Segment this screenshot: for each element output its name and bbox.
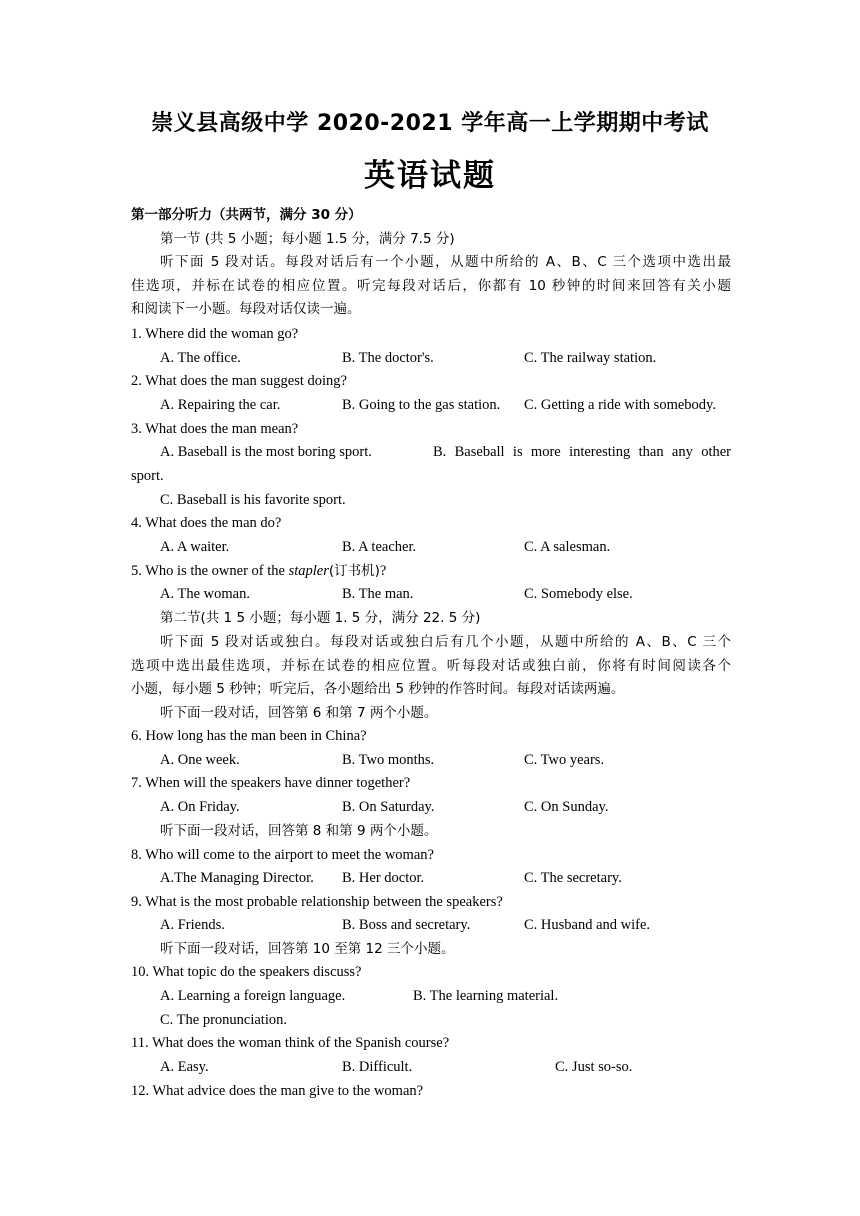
question-1: 1. Where did the woman go?: [131, 326, 299, 342]
q3-option-b: B. Baseball is more interesting than any other: [433, 444, 731, 460]
q3-option-c: C. Baseball is his favorite sport.: [160, 492, 346, 508]
q5-stem-italic: stapler: [288, 563, 329, 579]
q11-option-c: C. Just so-so.: [555, 1059, 633, 1075]
q8-option-b: B. Her doctor.: [342, 870, 425, 886]
q7-option-c: C. On Sunday.: [524, 799, 609, 815]
q1-option-b: B. The doctor's.: [342, 350, 434, 366]
question-3: 3. What does the man mean?: [131, 421, 299, 437]
q7-option-a: A. On Friday.: [160, 799, 240, 815]
q2-option-c: C. Getting a ride with somebody.: [524, 397, 716, 413]
q4-option-c: C. A salesman.: [524, 539, 611, 555]
q4-option-b: B. A teacher.: [342, 539, 417, 555]
dialog-8-9-instruction: 听下面一段对话，回答第 8 和第 9 两个小题。: [160, 823, 438, 839]
q9-option-a: A. Friends.: [160, 917, 225, 933]
question-8: 8. Who will come to the airport to meet the woman?: [131, 847, 434, 863]
q4-option-a: A. A waiter.: [160, 539, 230, 555]
question-6: 6. How long has the man been in China?: [131, 728, 367, 744]
section2-heading: 第二节(共 1 5 小题；每小题 1. 5 分，满分 22. 5 分): [160, 610, 481, 626]
q5-option-c: C. Somebody else.: [524, 586, 633, 602]
q10-option-b: B. The learning material.: [413, 988, 559, 1004]
q11-option-a: A. Easy.: [160, 1059, 209, 1075]
q8-option-c: C. The secretary.: [524, 870, 622, 886]
q5-option-b: B. The man.: [342, 586, 414, 602]
exam-title: 崇义县高级中学 2020-2021 学年高一上学期期中考试: [151, 111, 709, 136]
question-10: 10. What topic do the speakers discuss?: [131, 964, 362, 980]
q5-stem-chinese: (订书机): [328, 563, 380, 579]
question-12: 12. What advice does the man give to the woman?: [131, 1083, 424, 1099]
q10-option-c: C. The pronunciation.: [160, 1012, 287, 1028]
instructions1-line3: 和阅读下一小题。每段对话仅读一遍。: [131, 301, 361, 317]
q11-option-b: B. Difficult.: [342, 1059, 413, 1075]
question-9: 9. What is the most probable relationship between the speakers?: [131, 894, 503, 910]
q6-option-b: B. Two months.: [342, 752, 435, 768]
instructions2-line3: 小题，每小题 5 秒钟；听完后，各小题给出 5 秒钟的作答时间。每段对话读两遍。: [131, 681, 625, 697]
q9-option-c: C. Husband and wife.: [524, 917, 651, 933]
instructions1-line1: 听下面 5 段对话。每段对话后有一个小题，从题中所给的 A、B、C 三个选项中选出最: [160, 254, 731, 270]
q5-stem-prefix: 5. Who is the owner of the: [131, 563, 289, 579]
q5-stem-suffix: ?: [379, 563, 387, 579]
q7-option-b: B. On Saturday.: [342, 799, 435, 815]
q6-option-a: A. One week.: [160, 752, 240, 768]
q6-option-c: C. Two years.: [524, 752, 605, 768]
q9-option-b: B. Boss and secretary.: [342, 917, 471, 933]
section1-heading: 第一节 (共 5 小题；每小题 1.5 分，满分 7.5 分): [160, 231, 455, 247]
dialog-6-7-instruction: 听下面一段对话，回答第 6 和第 7 两个小题。: [160, 705, 438, 721]
question-11: 11. What does the woman think of the Spanish course?: [131, 1035, 450, 1051]
instructions2-line1: 听下面 5 段对话或独白。每段对话或独白后有几个小题，从题中所给的 A、B、C 三个: [160, 634, 731, 650]
part1-heading: 第一部分听力（共两节，满分 30 分）: [131, 207, 362, 223]
q1-option-a: A. The office.: [160, 350, 241, 366]
q2-option-a: A. Repairing the car.: [160, 397, 281, 413]
q3-option-a: A. Baseball is the most boring sport.: [160, 444, 372, 460]
q3-option-b-continued: sport.: [131, 468, 164, 484]
instructions1-line2: 佳选项，并标在试卷的相应位置。听完每段对话后，你都有 10 秒钟的时间来回答有关小题: [131, 277, 731, 294]
q5-option-a: A. The woman.: [160, 586, 250, 602]
q10-option-a: A. Learning a foreign language.: [160, 988, 346, 1004]
q2-option-b: B. Going to the gas station.: [342, 397, 501, 413]
exam-subtitle: 英语试题: [364, 158, 496, 194]
instructions2-line2: 选项中选出最佳选项，并标在试卷的相应位置。听每段对话或独白前，你将有时间阅读各个: [131, 657, 731, 674]
q8-option-a: A.The Managing Director.: [160, 870, 314, 886]
q1-option-c: C. The railway station.: [524, 350, 657, 366]
question-7: 7. When will the speakers have dinner together?: [131, 775, 411, 791]
dialog-10-12-instruction: 听下面一段对话，回答第 10 至第 12 三个小题。: [160, 941, 455, 957]
question-2: 2. What does the man suggest doing?: [131, 373, 347, 389]
question-4: 4. What does the man do?: [131, 515, 282, 531]
question-5: [131, 561, 386, 581]
